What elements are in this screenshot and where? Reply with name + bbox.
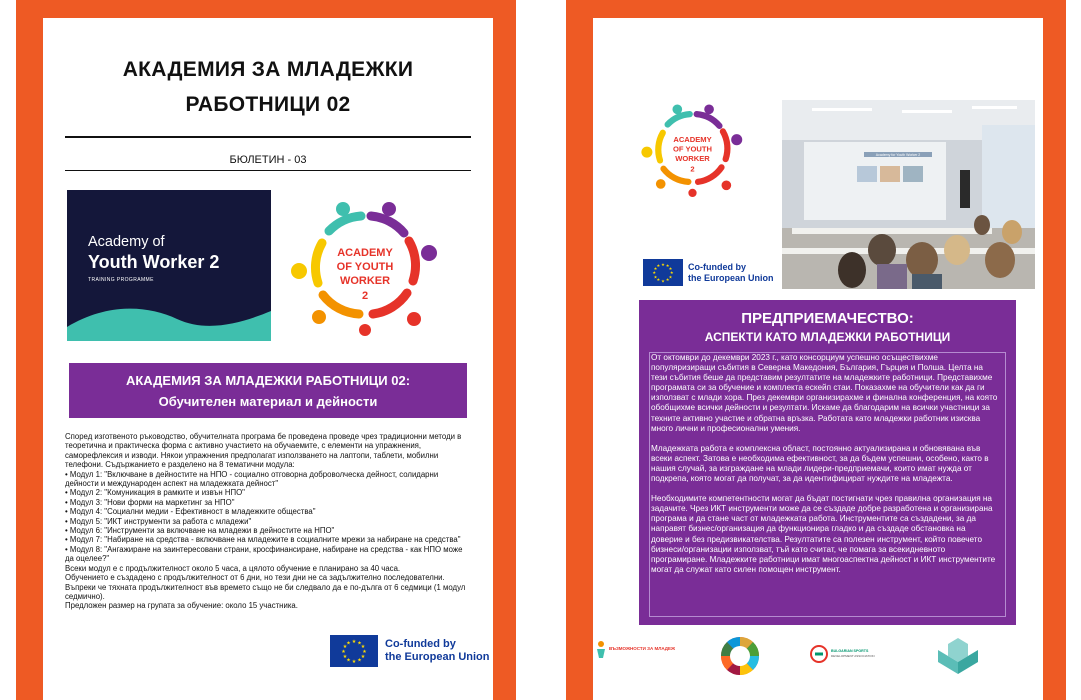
svg-text:★: ★ [669, 270, 674, 276]
module-item: • Модул 8: "Ангажиране на заинтересовани страни, кросфинансиране, набиране на средства - как НПО може да оцелее?" [65, 544, 463, 564]
svg-text:★: ★ [362, 649, 367, 655]
eu-text-line1: Co-funded by [688, 261, 746, 272]
svg-text:★: ★ [668, 274, 673, 280]
page-title-line1: АКАДЕМИЯ ЗА МЛАДЕЖКИ [122, 58, 414, 81]
panel-paragraph: Младежката работа е комплексна област, постоянно актуализирана и обновявана във всеки аспект. Затова е необходима ефективност, за да бъдем успешни, особено, както в нашия случай, за изграждане на млади лидери-предприемачи, които имат нужда от подкрепа, която могат да получат, за да идентифицират нуждите на младежта. [651, 443, 989, 484]
logo-text-line1: ACADEMY [337, 247, 393, 259]
svg-text:★: ★ [665, 263, 670, 269]
page-title-line2: РАБОТНИЦИ 02 [185, 93, 351, 116]
logo-text-line4: 2 [690, 164, 695, 174]
left-page-content [43, 18, 493, 700]
svg-text:★: ★ [351, 659, 357, 665]
panel-subtitle: АСПЕКТИ КАТО МЛАДЕЖКИ РАБОТНИЦИ [704, 330, 951, 344]
svg-text:★: ★ [652, 270, 657, 276]
partner-logo-cubes-icon [938, 638, 978, 674]
body-paragraph: Според изготвеното ръководство, обучителната програма бе проведена проведе чрез традиционни методи в теоретична и практическа форма с активно участието на обучаемите, с елементи на упражнения, саморефлексия и изводи. Някои упражнения предполагат използването на лаптопи, таблети, мобилни телефони. Съдържанието е разделено на 8 тематични модула: [65, 432, 462, 470]
eu-text-line2: the European Union [688, 272, 774, 283]
logo-text-line1: ACADEMY [673, 134, 712, 144]
partner-logo-sdg-icon [721, 637, 759, 675]
academy-logo [289, 193, 441, 337]
partner-logo-bsda-line1: BULGARIAN SPORTS [831, 649, 869, 653]
svg-text:★: ★ [342, 654, 348, 660]
section-heading-title: АКАДЕМИЯ ЗА МЛАДЕЖКИ РАБОТНИЦИ 02: [125, 373, 411, 388]
svg-text:★: ★ [341, 649, 346, 655]
svg-text:★: ★ [661, 278, 665, 284]
partner-logos [593, 624, 1043, 684]
logo-text-line3: WORKER [339, 275, 391, 287]
body-paragraph: Предложен размер на групата за обучение: около 15 участника. [65, 601, 298, 611]
programme-banner-line3: TRAINING PROGRAMME [88, 277, 154, 283]
programme-banner [67, 190, 271, 341]
module-item: • Модул 3: "Нови форми на маркетинг за НПО" [65, 497, 235, 507]
eu-text-line2: the European Union [385, 651, 490, 663]
section-heading-subtitle: Обучителен материал и дейности [158, 394, 378, 409]
module-item: • Модул 4: "Социални медии - Ефективност в младежките общества" [65, 507, 316, 517]
body-paragraph: Всеки модул е с продължителност около 5 часа, а цялото обучение е планирано за 40 часа. [65, 563, 401, 573]
module-item: • Модул 6: "Инструменти за включване на младежи в дейностите на НПО" [65, 526, 335, 536]
svg-text:★: ★ [653, 266, 658, 271]
svg-text:★: ★ [360, 654, 366, 660]
right-page [566, 0, 1066, 700]
partner-logo-youth-icon [597, 641, 676, 658]
teal-wave-graphic [67, 297, 271, 341]
svg-text:★: ★ [346, 657, 351, 664]
title-divider [65, 136, 471, 138]
svg-text:★: ★ [342, 644, 348, 650]
svg-text:★: ★ [360, 644, 366, 650]
training-description [65, 432, 471, 611]
svg-text:★: ★ [357, 657, 362, 664]
programme-banner-line1: Academy of [88, 234, 165, 250]
body-paragraph: Обучението е създадено с продължителност от 6 дни, но тези дни не са задължително последователни. Въпреки че тяхната продължителност във времето също не би следвало да е по-дълга от 6 седмици (1 модул седмично). [65, 573, 466, 601]
programme-banner-line2: Youth Worker 2 [88, 252, 220, 272]
logo-text-line2: OF YOUTH [672, 144, 713, 154]
logo-text-line4: 2 [361, 290, 369, 302]
training-room-photo [782, 100, 1035, 289]
logo-text-line3: WORKER [675, 154, 710, 164]
svg-text:★: ★ [346, 640, 351, 647]
left-page [16, 0, 516, 700]
svg-text:★: ★ [351, 639, 357, 645]
svg-text:★: ★ [656, 277, 661, 283]
photo-screen-caption: Academy for Youth Worker 2 [875, 153, 921, 157]
svg-text:★: ★ [357, 640, 362, 647]
svg-text:★: ★ [665, 277, 670, 283]
svg-text:★: ★ [656, 263, 661, 269]
svg-text:★: ★ [661, 261, 665, 267]
panel-paragraph: Необходимите компетентности могат да бъдат постигнати чрез правилна организация на задачите. Чрез ИКТ инструменти може да се създаде добре разработена и организирана програма и да стане част от младежката работа. Инструментите са създадени, за да направят бизнес/организация да функционира гладко и да създаде обстановка на доверие и без предизвикателства. Резултатите са полезен инструмент, който повечето бизнеси/организации използват, тъй като считат, че помага за всекидневното програмиране. Младежките работници имат многоаспектна дейност и ИКТ инструментите могат да служат като силен помощен инструмент. [651, 494, 996, 574]
eu-text-line1: Co-funded by [385, 638, 456, 650]
eu-cofunded-badge [330, 635, 490, 667]
partner-logo-bsda-line2: DEVELOPMENT ASSOCIATION [831, 654, 875, 658]
module-item: • Модул 7: "Набиране на средства - включване на младежите в социалните мрежи за набиране на средства" [65, 535, 461, 545]
eu-flag-icon [643, 259, 683, 286]
svg-text:★: ★ [668, 266, 673, 271]
panel-title: ПРЕДПРИЕМАЧЕСТВО: [741, 310, 914, 327]
right-page-content [593, 18, 1043, 700]
bulletin-divider [65, 170, 471, 171]
module-item: • Модул 5: "ИКТ инструменти за работа с младежи" [65, 516, 252, 526]
partner-logo-youth-text: ВЪЗМОЖНОСТИ ЗА МЛАДЕЖ [609, 646, 676, 651]
bulletin-label: БЮЛЕТИН - 03 [229, 154, 307, 166]
panel-paragraph: От октомври до декември 2023 г., като консорциум успешно осъществихме популяризиращи събития в Северна Македония, България, Гърция и Полша. Целта на тези събития беше да представим резултатите на младежките работници. Представихме програмата си за обучение и комплекта ескейп стаи. Показахме на обучители как да ги използват с млади хора. През декември организирахме и финална конференция, на която обобщихме всички дейности и резултати. Искаме да благодарим на всички участници за техните активно участие и обратна връзка. Работата като младежки работник изисква много лични и професионални умения. [651, 353, 998, 433]
partner-logo-bsda-icon [811, 646, 875, 662]
eu-flag-icon [330, 635, 378, 667]
module-item: • Модул 2: "Комуникация в рамките и извън НПО" [65, 488, 245, 498]
logo-text-line2: OF YOUTH [336, 261, 394, 273]
entrepreneurship-panel [639, 300, 1016, 625]
svg-text:★: ★ [653, 274, 658, 280]
academy-logo-small [640, 98, 745, 198]
section-heading-box [69, 363, 467, 418]
module-item: • Модул 1: "Включване в дейностите на НПО - социално отговорна доброволческа дейност, солидарни дейности и международен аспект на младежката дейност" [65, 469, 439, 489]
panel-text [649, 352, 1006, 617]
eu-cofunded-badge [643, 259, 774, 286]
